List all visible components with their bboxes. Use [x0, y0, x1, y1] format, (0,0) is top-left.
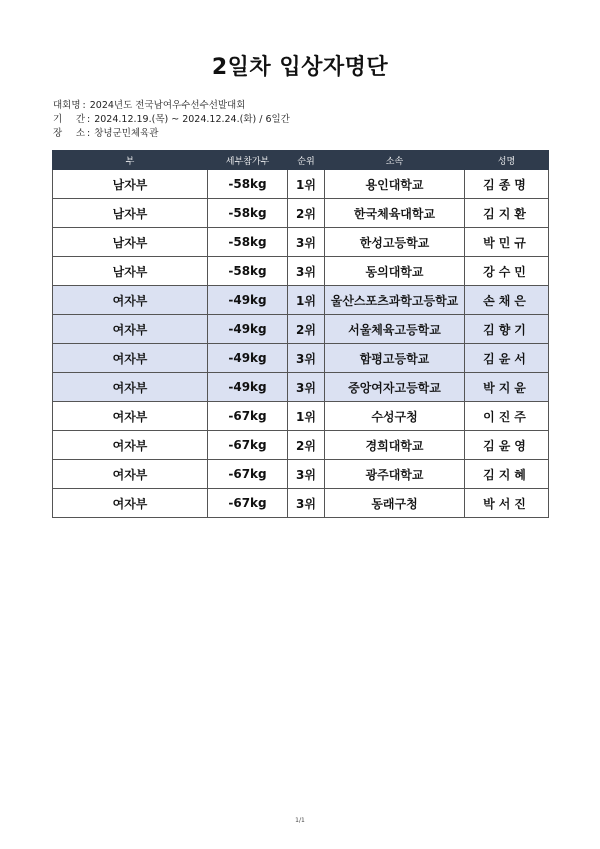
table-body [53, 170, 549, 518]
cell-name: 강수민 [465, 257, 549, 286]
info-row-period [53, 113, 290, 127]
header-name: 성명 [465, 151, 549, 170]
venue-label-char-2: 소 [75, 128, 85, 139]
cell-affiliation: 광주대학교 [325, 460, 465, 489]
cell-name: 김종명 [465, 170, 549, 199]
header-affiliation: 소속 [325, 151, 465, 170]
table-row [53, 344, 549, 373]
competition-label: 대회명 [53, 100, 81, 111]
cell-name: 김윤영 [465, 431, 549, 460]
cell-affiliation: 서울체육고등학교 [325, 315, 465, 344]
cell-division: 남자부 [53, 199, 208, 228]
venue-label-char-1: 장 [53, 128, 63, 139]
period-sep: : [87, 114, 91, 125]
cell-rank: 3위 [288, 228, 325, 257]
cell-name: 손채은 [465, 286, 549, 315]
venue-label [53, 127, 85, 141]
period-value: 2024.12.19.(목) ~ 2024.12.24.(화) / 6일간 [94, 114, 290, 125]
table-row [53, 286, 549, 315]
cell-affiliation: 한국체육대학교 [325, 199, 465, 228]
cell-division: 여자부 [53, 315, 208, 344]
info-row-competition [53, 99, 290, 113]
cell-division: 여자부 [53, 489, 208, 518]
cell-weight: -49kg [208, 344, 288, 373]
cell-affiliation: 동래구청 [325, 489, 465, 518]
table-row [53, 170, 549, 199]
cell-weight: -58kg [208, 170, 288, 199]
cell-weight: -49kg [208, 315, 288, 344]
cell-name: 김윤서 [465, 344, 549, 373]
table-row [53, 373, 549, 402]
cell-division: 남자부 [53, 170, 208, 199]
header-weight-class: 세부참가부 [208, 151, 288, 170]
cell-name: 박서진 [465, 489, 549, 518]
cell-name: 김지혜 [465, 460, 549, 489]
cell-weight: -49kg [208, 286, 288, 315]
cell-rank: 2위 [288, 199, 325, 228]
cell-rank: 3위 [288, 344, 325, 373]
info-row-venue [53, 127, 290, 141]
table-row [53, 228, 549, 257]
cell-division: 남자부 [53, 257, 208, 286]
cell-rank: 2위 [288, 431, 325, 460]
table-row [53, 431, 549, 460]
cell-affiliation: 중앙여자고등학교 [325, 373, 465, 402]
cell-division: 남자부 [53, 228, 208, 257]
page-title: 2일차 입상자명단 [211, 55, 389, 80]
cell-rank: 1위 [288, 286, 325, 315]
cell-weight: -49kg [208, 373, 288, 402]
cell-division: 여자부 [53, 344, 208, 373]
cell-name: 박지윤 [465, 373, 549, 402]
cell-rank: 1위 [288, 170, 325, 199]
venue-value: 창녕군민체육관 [94, 128, 159, 139]
competition-value: 2024년도 전국남여우수선수선발대회 [89, 100, 246, 111]
cell-weight: -58kg [208, 228, 288, 257]
cell-division: 여자부 [53, 460, 208, 489]
cell-rank: 1위 [288, 402, 325, 431]
table-row [53, 257, 549, 286]
period-label [53, 113, 85, 127]
cell-division: 여자부 [53, 286, 208, 315]
cell-division: 여자부 [53, 431, 208, 460]
cell-rank: 3위 [288, 460, 325, 489]
venue-sep: : [87, 128, 91, 139]
cell-affiliation: 한성고등학교 [325, 228, 465, 257]
cell-name: 김지환 [465, 199, 549, 228]
table-row [53, 460, 549, 489]
competition-sep: : [82, 100, 86, 111]
header-division: 부 [53, 151, 208, 170]
period-label-char-2: 간 [75, 114, 85, 125]
table-row [53, 402, 549, 431]
cell-weight: -67kg [208, 402, 288, 431]
cell-affiliation: 용인대학교 [325, 170, 465, 199]
cell-name: 김향기 [465, 315, 549, 344]
table-row [53, 199, 549, 228]
cell-affiliation: 수성구청 [325, 402, 465, 431]
cell-name: 박민규 [465, 228, 549, 257]
cell-affiliation: 함평고등학교 [325, 344, 465, 373]
period-label-char-1: 기 [53, 114, 63, 125]
cell-affiliation: 울산스포츠과학고등학교 [325, 286, 465, 315]
cell-affiliation: 동의대학교 [325, 257, 465, 286]
table-row [53, 489, 549, 518]
cell-weight: -58kg [208, 199, 288, 228]
cell-rank: 2위 [288, 315, 325, 344]
page-number: 1/1 [295, 817, 305, 824]
cell-weight: -67kg [208, 460, 288, 489]
cell-weight: -67kg [208, 489, 288, 518]
results-table [52, 150, 549, 518]
cell-affiliation: 경희대학교 [325, 431, 465, 460]
table-row [53, 315, 549, 344]
table-header-row [53, 151, 549, 170]
cell-weight: -58kg [208, 257, 288, 286]
cell-rank: 3위 [288, 373, 325, 402]
header-rank: 순위 [288, 151, 325, 170]
cell-division: 여자부 [53, 373, 208, 402]
cell-rank: 3위 [288, 489, 325, 518]
competition-info [53, 99, 290, 141]
cell-weight: -67kg [208, 431, 288, 460]
cell-name: 이진주 [465, 402, 549, 431]
cell-division: 여자부 [53, 402, 208, 431]
cell-rank: 3위 [288, 257, 325, 286]
